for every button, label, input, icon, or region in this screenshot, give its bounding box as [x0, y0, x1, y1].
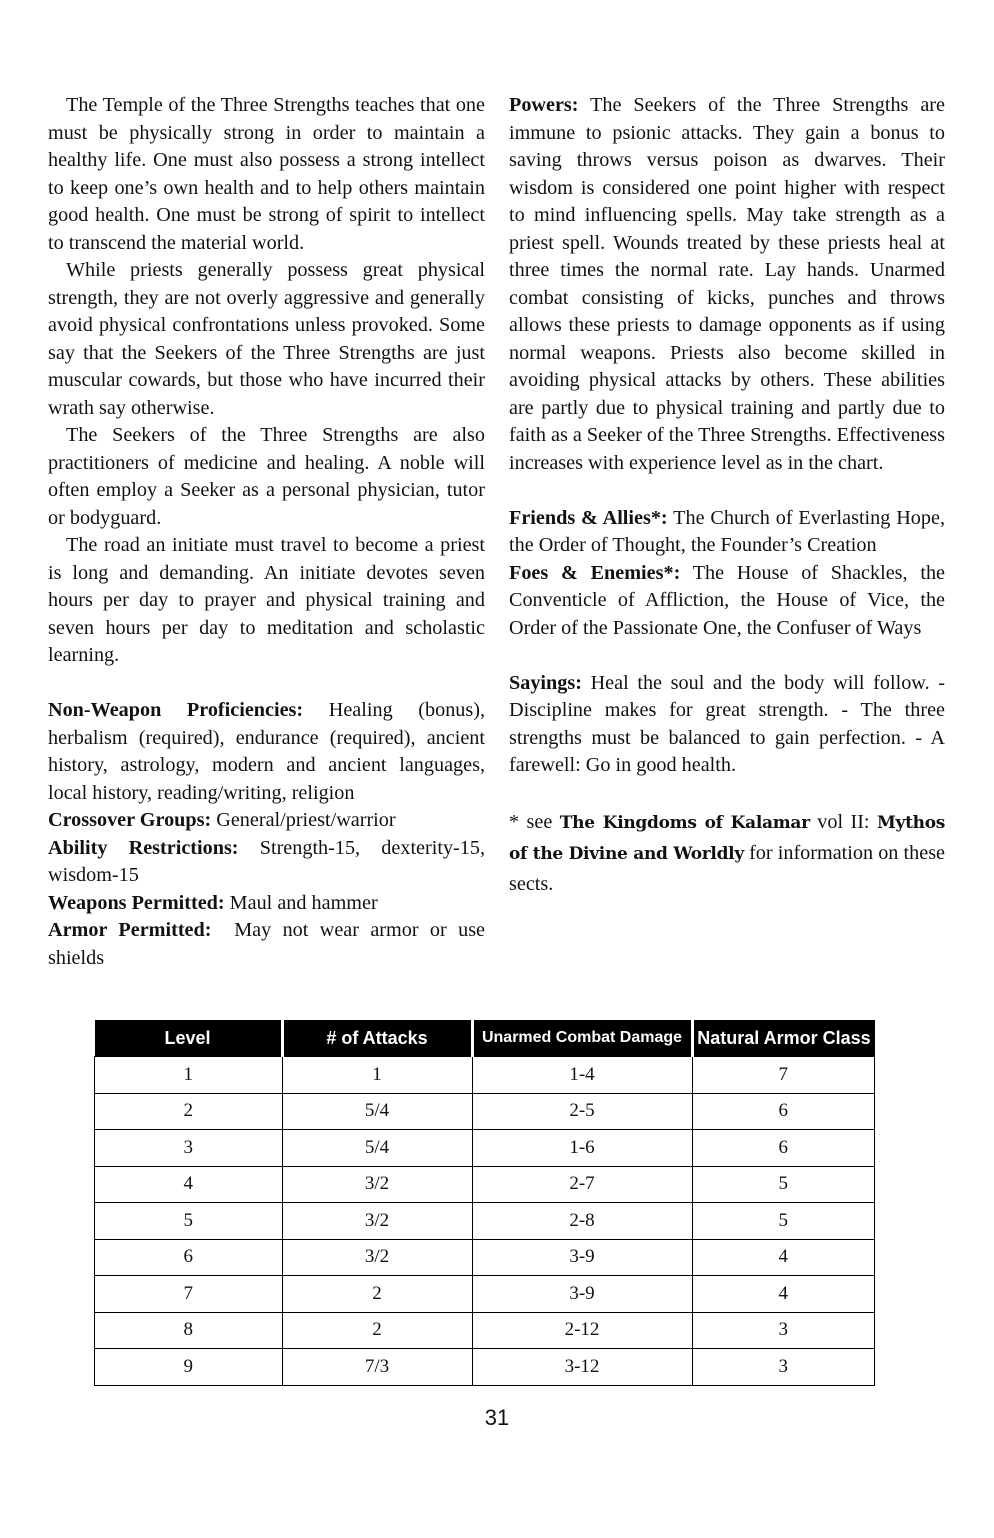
attacks-cell: 1	[282, 1057, 472, 1094]
attacks-header: # of Attacks	[282, 1020, 472, 1057]
damage-cell: 3-9	[472, 1276, 692, 1313]
armor-class-cell: 5	[692, 1166, 875, 1203]
powers-label: Powers:	[509, 94, 579, 116]
armor-label: Armor Permitted:	[48, 919, 212, 941]
sayings-entry	[509, 670, 945, 780]
armor-entry	[48, 917, 485, 972]
weapons-text: Maul and hammer	[229, 891, 378, 914]
armor-class-cell: 5	[692, 1203, 875, 1240]
initiate-paragraph: The road an initiate must travel to become a priest is long and demanding. An initiate devotes seven hours per day to prayer and physical training and seven hours per day to meditation and scholastic learning.	[48, 534, 485, 666]
left-column	[48, 92, 485, 972]
attacks-cell: 3/2	[282, 1203, 472, 1240]
page-number: 31	[484, 1405, 510, 1430]
sayings-text: Heal the soul and the body will follow. - Discipline makes for great strength. - The three strengths must be balanced to gain perfection. - A farewell: Go in good health.	[509, 671, 945, 776]
intro-paragraph: The Temple of the Three Strengths teaches that one must be physically strong in order to maintain a healthy life. One must also possess a strong intellect to keep one’s own health and to help others maintain good health. One must be strong of spirit to intellect to transcend the material world.	[48, 94, 485, 254]
medicine-paragraph: The Seekers of the Three Strengths are also practitioners of medicine and healing. A noble will often employ a Seeker as a personal physician, tutor or bodyguard.	[48, 424, 485, 529]
level-cell: 5	[95, 1203, 283, 1240]
armor-class-cell: 4	[692, 1239, 875, 1276]
nwp-entry	[48, 697, 485, 807]
crossover-entry	[48, 807, 485, 835]
powers-text: The Seekers of the Three Strengths are immune to psionic attacks. They gain a bonus to saving throws versus poison as dwarves. Their wisdom is considered one point higher with respect to mind influencing spells. May take strength as a priest spell. Wounds treated by these priests heal at three times the normal rate. Lay hands. Unarmed combat consisting of kicks, punches and throws allows these priests to damage opponents as if using normal weapons. Priests also become skilled in avoiding physical attacks by others. These abilities are partly due to physical training and partly due to faith as a Seeker of the Three Strengths. Effectiveness increases with experience level as in the chart.	[509, 94, 945, 474]
attacks-cell: 5/4	[282, 1093, 472, 1130]
nwp-text: Healing (bonus), herbalism (required), endurance (required), ancient history, astrology, modern and ancient languages, local history, reading/writing, religion	[48, 699, 486, 804]
crossover-text: General/priest/warrior	[216, 809, 396, 831]
table-row	[95, 1130, 875, 1167]
table-header-row	[95, 1020, 875, 1057]
level-cell: 8	[95, 1312, 283, 1349]
damage-header: Unarmed Combat Damage	[472, 1020, 692, 1057]
level-header: Level	[95, 1020, 283, 1057]
weapons-entry	[48, 890, 485, 918]
table-row	[95, 1312, 875, 1349]
ability-label: Ability Restrictions:	[48, 836, 239, 859]
table-row	[95, 1057, 875, 1094]
table-row	[95, 1203, 875, 1240]
armor-class-cell: 4	[692, 1276, 875, 1313]
damage-cell: 1-6	[472, 1130, 692, 1167]
attacks-cell: 2	[282, 1276, 472, 1313]
advancement-table	[94, 1020, 875, 1386]
sayings-label: Sayings:	[509, 671, 582, 694]
level-cell: 2	[95, 1093, 283, 1130]
crossover-label: Crossover Groups:	[48, 809, 212, 831]
table-row	[95, 1349, 875, 1386]
attacks-cell: 5/4	[282, 1130, 472, 1167]
footnote-suffix: for information on these sects.	[509, 842, 946, 895]
attacks-cell: 3/2	[282, 1239, 472, 1276]
ability-text: Strength-15, dexterity-15, wisdom-15	[48, 836, 486, 886]
level-cell: 7	[95, 1276, 283, 1313]
level-cell: 4	[95, 1166, 283, 1203]
foes-entry	[509, 560, 945, 643]
sects-footnote	[509, 807, 945, 899]
footnote-mid: vol II:	[817, 811, 870, 833]
armor-class-cell: 3	[692, 1349, 875, 1386]
damage-cell: 3-9	[472, 1239, 692, 1276]
book-title: The Kingdoms of Kalamar	[559, 813, 810, 833]
damage-cell: 2-5	[472, 1093, 692, 1130]
book-subtitle: Mythos of the Divine and Worldly	[509, 813, 946, 864]
armor-class-cell: 3	[692, 1312, 875, 1349]
attacks-cell: 7/3	[282, 1349, 472, 1386]
foes-label: Foes & Enemies*:	[509, 561, 681, 584]
level-cell: 6	[95, 1239, 283, 1276]
armor-class-cell: 6	[692, 1093, 875, 1130]
right-column	[509, 92, 945, 899]
armor-text: May not wear armor or use shields	[48, 919, 486, 969]
armor-class-header: Natural Armor Class	[692, 1020, 875, 1057]
attacks-cell: 3/2	[282, 1166, 472, 1203]
friends-text: The Church of Everlasting Hope, the Order of Thought, the Founder’s Creation	[509, 506, 945, 556]
level-cell: 9	[95, 1349, 283, 1386]
footnote-prefix: * see	[509, 811, 553, 833]
damage-cell: 3-12	[472, 1349, 692, 1386]
table-row	[95, 1276, 875, 1313]
damage-cell: 2-12	[472, 1312, 692, 1349]
nwp-label: Non-Weapon Proficiencies:	[48, 699, 304, 721]
level-cell: 3	[95, 1130, 283, 1167]
damage-cell: 2-8	[472, 1203, 692, 1240]
friends-entry	[509, 505, 945, 560]
damage-cell: 1-4	[472, 1057, 692, 1094]
table-row	[95, 1166, 875, 1203]
damage-cell: 2-7	[472, 1166, 692, 1203]
armor-class-cell: 6	[692, 1130, 875, 1167]
priests-paragraph: While priests generally possess great physical strength, they are not overly aggressive and generally avoid physical confrontations unless provoked. Some say that the Seekers of the Three Strengths are just muscular cowards, but those who have incurred their wrath say otherwise.	[48, 259, 485, 419]
foes-text: The House of Shackles, the Conventicle of Affliction, the House of Vice, the Order of the Passionate One, the Confuser of Ways	[509, 561, 945, 639]
armor-class-cell: 7	[692, 1057, 875, 1094]
attacks-cell: 2	[282, 1312, 472, 1349]
friends-label: Friends & Allies*:	[509, 506, 668, 529]
level-cell: 1	[95, 1057, 283, 1094]
powers-entry	[509, 92, 945, 477]
weapons-label: Weapons Permitted:	[48, 891, 225, 914]
ability-entry	[48, 835, 485, 890]
table-row	[95, 1093, 875, 1130]
table-row	[95, 1239, 875, 1276]
